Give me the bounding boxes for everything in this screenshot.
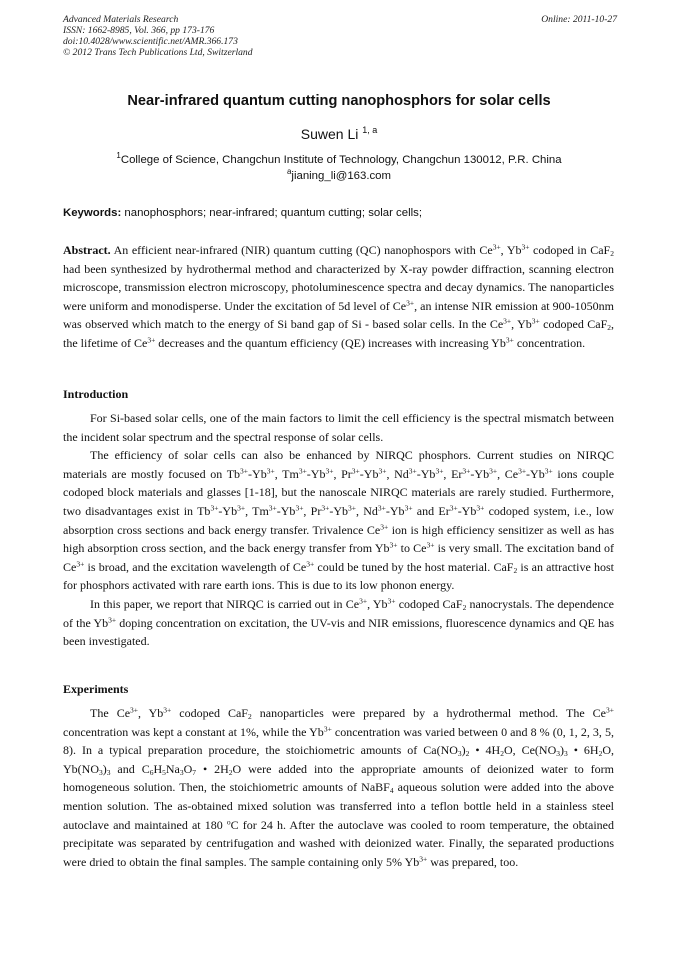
abstract-label: Abstract. (63, 243, 111, 257)
journal-name: Advanced Materials Research (63, 14, 179, 25)
issn-line: ISSN: 1662-8985, Vol. 366, pp 173-176 (63, 25, 215, 36)
keywords (63, 207, 422, 219)
keywords-label: Keywords: (63, 207, 122, 219)
abstract: Abstract. An efficient near-infrared (NIR) quantum cutting (QC) nanophospors with $Ce^{3+}$, $Yb^{3+}$ codoped in CaF$_2$ had been synthesized by hydrothermal method and characterized by X-ray powder diffraction, scanning electron microscope, transmission electron microscopy, photoluminescence spectra and decay dynamics. The nanoparticles were uniform and monodisperse. Under the excitation of 5d level of $Ce^{3+}$, an intense NIR emission at 900-1050nm was observed which match to the energy of Si band gap of Si - based solar cells. In the $Ce^{3+}$, $Yb^{3+}$ codoped CaF$_2$, the lifetime of $Ce^{3+}$ decreases and the quantum efficiency (QE) increases with increasing $Yb^{3+}$ concentration. (63, 242, 615, 350)
experiments-body: The $Ce^{3+}$, $Yb^{3+}$ codoped CaF$_2$ nanoparticles were prepared by a hydrothermal method. The $Ce^{3+}$ concentration was kept a constant at 1%, while the $Yb^{3+}$ concentration was varied between 0 and 8 % (0, 1, 2, 3, 5, 8). In a typical preparation procedure, the stoichiometric amounts of $Ca(NO_3)_2$ • $4H_2O$, $Ce(NO_3)_3$ • $6H_2O$, $Yb(NO_3)_3$ and $C_6H_5Na_3O_7$ • $2H_2O$ were added into the appropriate amounts of deionized water to form homogeneous solution. Then, the stoichiometric amounts of NaBF$_4$ aqueous solution were added into the above mention solution. The as-obtained mixed solution was transferred into a teflon bottle held in a stainless steel autoclave and maintained at 180 $^o$C for 24 h. After the autoclave was cooled to room temperature, the obtained precipitate was separated by centrifugation and washed with deionized water. Finally, the separated productions were dried to obtain the final samples. The sample containing only 5% $Yb^{3+}$ was prepared, too. (63, 705, 615, 869)
email-mark: a (286, 167, 292, 176)
paper-title: Near-infrared quantum cutting nanophosphors for solar cells (127, 93, 551, 109)
author-name: Suwen Li (300, 126, 359, 142)
introduction-heading: Introduction (63, 387, 129, 401)
online-date: Online: 2011-10-27 (541, 14, 617, 25)
author-email: jianing_li@163.com (291, 170, 392, 182)
introduction-body: For Si-based solar cells, one of the main factors to limit the cell efficiency is the spectral mismatch between the incident solar spectrum and the spectral response of solar cells. The efficiency of solar cells can also be enhanced by NIRQC phosphors. Current studies on NIRQC materials are mostly focused on $Tb^{3+}-Yb^{3+}$, $Tm^{3+}-Yb^{3+}$, $Pr^{3+}-Yb^{3+}$, $Nd^{3+}-Yb^{3+}$, $Er^{3+}-Yb^{3+}$, $Ce^{3+}-Yb^{3+}$ ions couple codoped block materials and glasses [1-18], but the nanoscale NIRQC materials are rarely studied. Furthermore, two disadvantages exist in $Tb^{3+}-Yb^{3+}$, $Tm^{3+}-Yb^{3+}$, $Pr^{3+}-Yb^{3+}$, $Nd^{3+}-Yb^{3+}$ and $Er^{3+}-Yb^{3+}$ codoped system, i.e., low absorption cross sections and back energy transfer. Trivalence $Ce^{3+}$ ion is high efficiency sensitizer as well as has high absorption cross section, and the back energy transfer from $Yb^{3+}$ to $Ce^{3+}$ is very small. The excitation band of $Ce^{3+}$ is broad, and the excitation wavelength of $Ce^{3+}$ could be tuned by the host material. CaF$_2$ is an attractive host for phosphors activated with rare earth ions. This is due to its low phonon energy. In this paper, we report that NIRQC is carried out in $Ce^{3+}$, $Yb^{3+}$ codoped CaF$_2$ nanocrystals. The dependence of the $Yb^{3+}$ doping concentration on excitation, the UV-vis and NIR emissions, fluorescence dynamics and QE has been investigated. (63, 411, 615, 649)
keywords-text: nanophosphors; near-infrared; quantum cutting; solar cells; (124, 207, 422, 219)
journal-header (63, 14, 617, 58)
author-marks: 1, a (362, 125, 378, 135)
affiliation (0, 152, 678, 184)
doi-line: doi:10.4028/www.scientific.net/AMR.366.173 (63, 36, 238, 47)
affiliation-mark: 1 (116, 151, 121, 160)
experiments-heading: Experiments (63, 682, 129, 696)
author-line (0, 126, 678, 142)
affiliation-text: College of Science, Changchun Institute of Technology, Changchun 130012, P.R. China (120, 154, 562, 166)
copyright-line: © 2012 Trans Tech Publications Ltd, Switzerland (63, 47, 253, 58)
